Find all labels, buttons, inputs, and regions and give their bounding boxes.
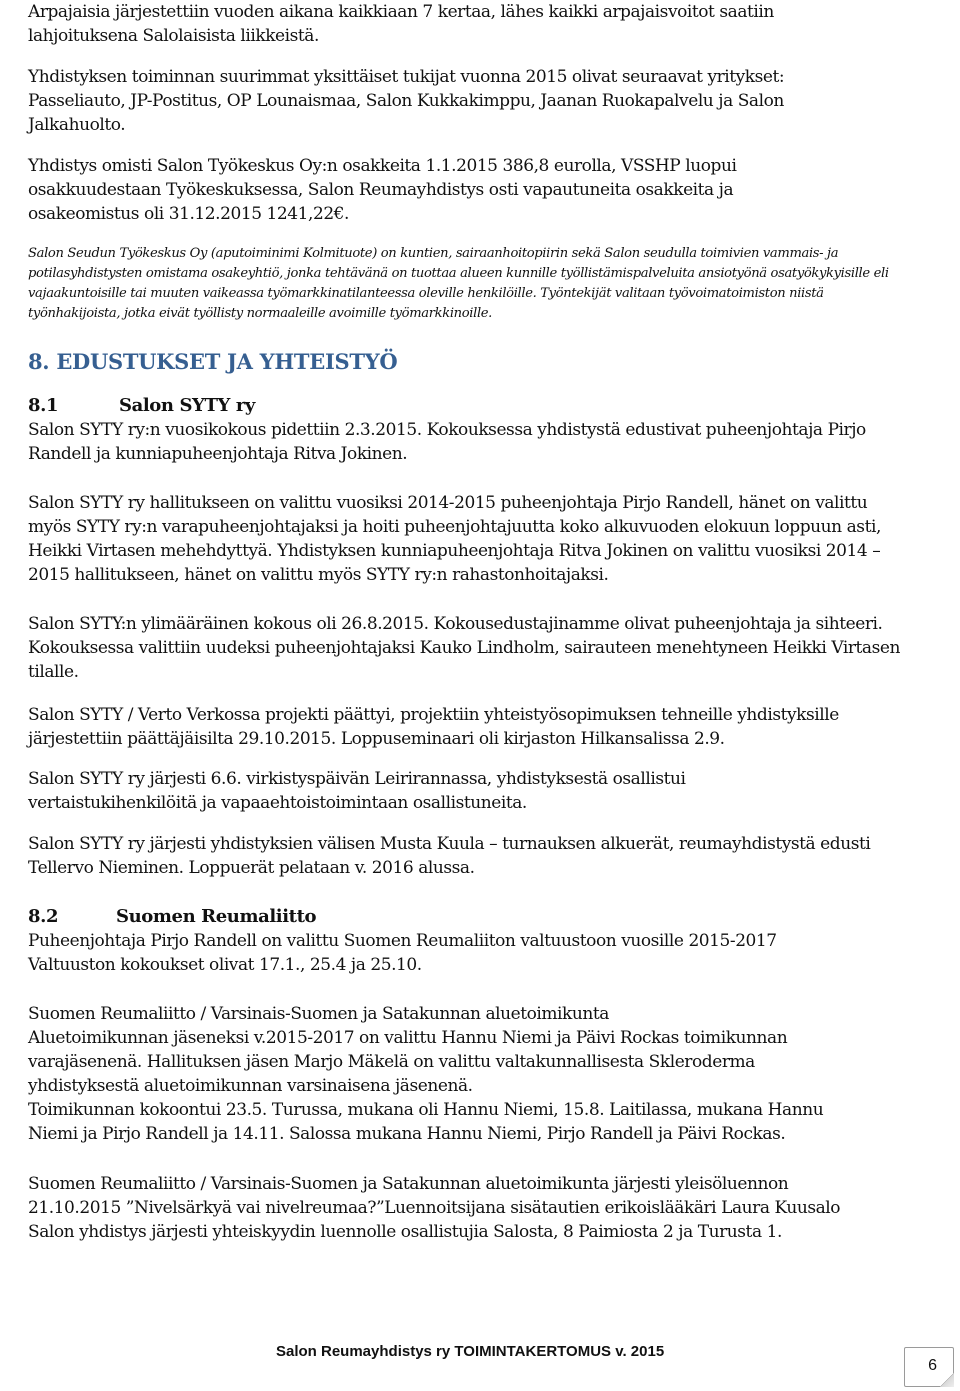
- page-number-box: [904, 1347, 954, 1387]
- subsection-number: 8.1: [28, 395, 59, 416]
- lecture-line-2: 21.10.2015 ”Nivelsärkyä vai nivelreumaa?”Luennoitsijana sisätautien erikoislääkäri Laura Kuusalo: [28, 1198, 841, 1218]
- paragraph-shares: Yhdistys omisti Salon Työkeskus Oy:n osakkeita 1.1.2015 386,8 eurolla, VSSHP luopui osakkuudestaan Työkeskuksessa, Salon Reumayhdistys osti vapautuneita osakkeita ja osakeomistus oli 31.12.2015 1241,22€.: [28, 156, 737, 224]
- council-line: Puheenjohtaja Pirjo Randell on valittu Suomen Reumaliiton valtuustoon vuosille 2015-2017: [28, 931, 777, 951]
- footer-title: Salon Reumayhdistys ry TOIMINTAKERTOMUS v. 2015: [276, 1343, 665, 1360]
- paragraph-verto-project: Salon SYTY / Verto Verkossa projekti päättyi, projektiin yhteistyösopimuksen tehneille yhdistyksille järjestettiin päättäjäisilta 29.10.2015. Loppuseminaari oli kirjaston Hilkansalissa 2.9.: [28, 705, 839, 749]
- paragraph-syty-extra-meeting: Salon SYTY:n ylimääräinen kokous oli 26.8.2015. Kokousedustajinamme olivat puheenjohtaja ja sihteeri. Kokouksessa valittiin uudeksi puheenjohtajaksi Kauko Lindholm, sairauteen menehtyneen Heikki Virtasen tilalle.: [28, 614, 900, 682]
- paragraph-sponsors: Yhdistyksen toiminnan suurimmat yksittäiset tukijat vuonna 2015 olivat seuraavat yritykset: Passeliauto, JP-Postitus, OP Lounaismaa, Salon Kukkakimppu, Jaanan Ruokapalvelu ja Salon Jalkahuolto.: [28, 67, 785, 135]
- lecture-line-1: Suomen Reumaliitto / Varsinais-Suomen ja Satakunnan aluetoimikunta järjesti yleisöluennon: [28, 1174, 789, 1194]
- section-heading-8: 8. EDUSTUKSET JA YHTEISTYÖ: [28, 349, 398, 374]
- committee-meetings-text: Toimikunnan kokoontui 23.5. Turussa, mukana oli Hannu Niemi, 15.8. Laitilassa, mukana Hannu Niemi ja Pirjo Randell ja 14.11. Salossa mukana Hannu Niemi, Pirjo Randell ja Päivi Rockas.: [28, 1100, 824, 1144]
- committee-members-text: Aluetoimikunnan jäseneksi v.2015-2017 on valittu Hannu Niemi ja Päivi Rockas toimikunnan varajäsenenä. Hallituksen jäsen Marjo Mäkelä on valittu valtakunnallisesta Skleroderma yhdistyksestä aluetoimikunnan varsinaisena jäsenenä.: [28, 1028, 788, 1096]
- page-number: 6: [928, 1357, 937, 1374]
- council-meetings-line: Valtuuston kokoukset olivat 17.1., 25.4 ja 25.10.: [28, 955, 422, 975]
- subsection-title: Suomen Reumaliitto: [116, 906, 317, 927]
- paragraph-syty-annual-meeting: Salon SYTY ry:n vuosikokous pidettiin 2.3.2015. Kokouksessa yhdistystä edustivat puheenjohtaja Pirjo Randell ja kunniapuheenjohtaja Ritva Jokinen.: [28, 420, 866, 464]
- subsection-heading-8-2: [28, 905, 316, 929]
- subsection-title: Salon SYTY ry: [119, 395, 255, 416]
- paragraph-regional-committee: [28, 1002, 858, 1146]
- subsection-heading-8-1: [28, 394, 255, 418]
- page-curl-icon: [940, 1373, 954, 1387]
- paragraph-syty-board: Salon SYTY ry hallitukseen on valittu vuosiksi 2014-2015 puheenjohtaja Pirjo Randell, hänet on valittu myös SYTY ry:n varapuheenjohtajaksi ja hoiti puheenjohtajuutta koko alkuvuoden elokuun loppuun asti, Heikki Virtasen mehehdyttyä. Yhdistyksen kunniapuheenjohtaja Ritva Jokinen on valittu vuosiksi 2014 – 2015 hallitukseen, hänet on valittu myös SYTY ry:n rahastonhoitajaksi.: [28, 493, 881, 585]
- lecture-line-3: Salon yhdistys järjesti yhteiskyydin luennolle osallistujia Salosta, 8 Paimiosta 2 ja Turusta 1.: [28, 1222, 782, 1242]
- paragraph-musta-kuula: Salon SYTY ry järjesti yhdistyksien välisen Musta Kuula – turnauksen alkuerät, reumayhdistystä edusti Tellervo Nieminen. Loppuerät pelataan v. 2016 alussa.: [28, 834, 871, 878]
- paragraph-reumaliitto-council: [28, 929, 918, 977]
- paragraph-recreation-day: Salon SYTY ry järjesti 6.6. virkistyspäivän Leirirannassa, yhdistyksestä osallistui vertaistukihenkilöitä ja vapaaehtoistoimintaan osallistuneita.: [28, 769, 686, 813]
- paragraph-tyokeskus-note: Salon Seudun Työkeskus Oy (aputoiminimi Kolmituote) on kuntien, sairaanhoitopiirin sekä Salon seudulla toimivien vammais- ja potilasyhdistysten omistama osakeyhtiö, jonka tehtävänä on tuottaa alueen kunnille työllistämispalveluita ansiotyönä osatyökykyisille eli vajaakuntoisille tai muuten vaikeassa työmarkkinatilanteessa oleville henkilöille. Työntekijät valitaan työvoimatoimiston niistä työnhakijoista, jotka eivät työllisty normaaleille avoimille työmarkkinoille.: [28, 246, 889, 321]
- subsection-number: 8.2: [28, 906, 59, 927]
- committee-title-line: Suomen Reumaliitto / Varsinais-Suomen ja Satakunnan aluetoimikunta: [28, 1004, 609, 1024]
- paragraph-public-lecture: [28, 1172, 928, 1244]
- paragraph-lotteries: Arpajaisia järjestettiin vuoden aikana kaikkiaan 7 kertaa, lähes kaikki arpajaisvoitot saatiin lahjoituksena Salolaisista liikkeistä.: [28, 2, 774, 46]
